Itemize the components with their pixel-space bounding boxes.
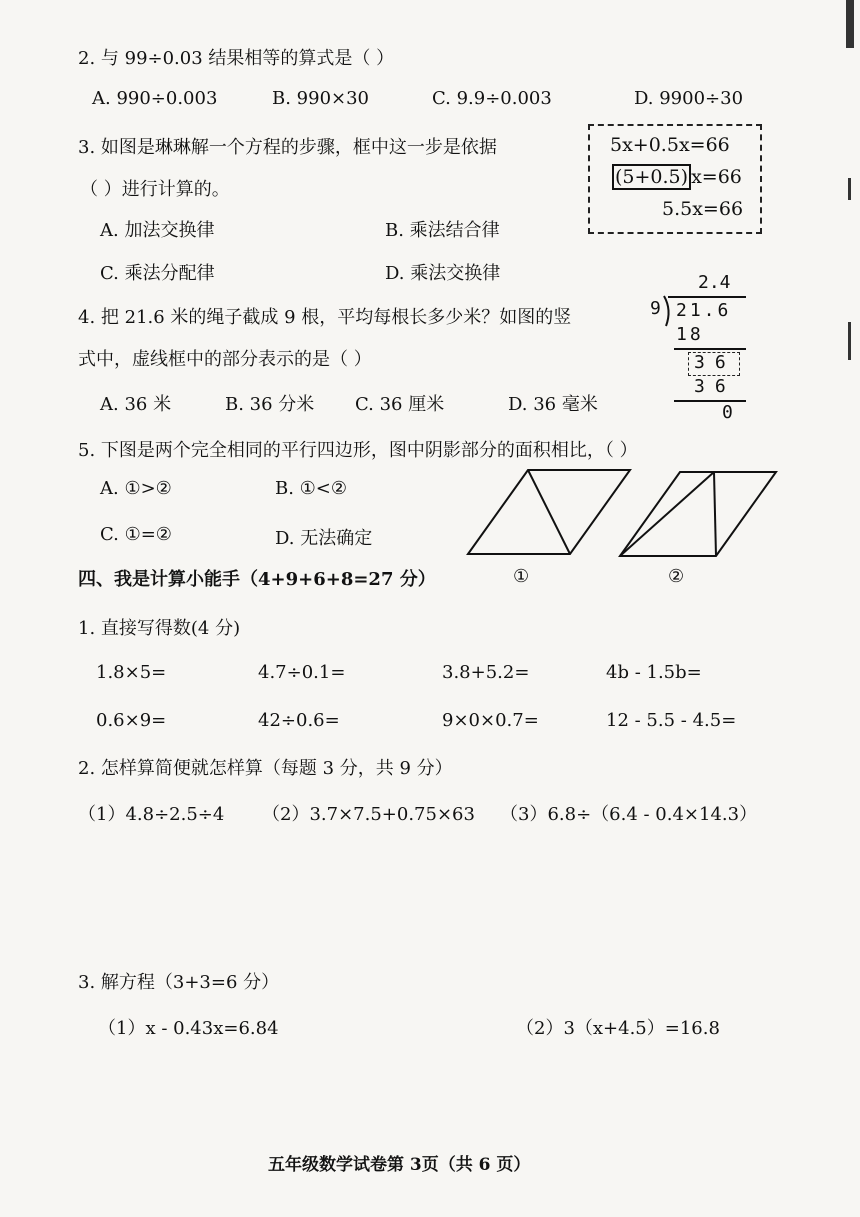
page-footer: 五年级数学试卷第 3页（共 6 页） — [268, 1155, 531, 1175]
division-quotient: 2.4 — [698, 272, 731, 293]
q3-option-a: A. 加法交换律 — [100, 220, 215, 241]
section4-title: 四、我是计算小能手（4+9+6+8=27 分） — [78, 569, 436, 590]
q3-equation-line3: 5.5x=66 — [662, 198, 744, 220]
q3-equation-figure — [588, 124, 762, 234]
q5-option-b: B. ①<② — [275, 478, 348, 499]
mental-calc-8: 12 - 5.5 - 4.5= — [606, 710, 737, 731]
division-dividend: 21.6 — [676, 300, 732, 321]
simplify-item-2: （2）3.7×7.5+0.75×63 — [262, 804, 475, 825]
division-step1: 18 — [676, 324, 704, 345]
simplify-item-1: （1）4.8÷2.5÷4 — [78, 804, 225, 825]
figure-label-1: ① — [513, 566, 530, 587]
q4-option-c: C. 36 厘米 — [355, 394, 445, 415]
q2-option-d: D. 9900÷30 — [634, 88, 744, 109]
mental-calc-1: 1.8×5= — [96, 662, 167, 683]
mental-calc-7: 9×0×0.7= — [442, 710, 539, 731]
q4-long-division — [650, 272, 750, 432]
q3-equation-line2 — [612, 166, 742, 188]
q5-option-d: D. 无法确定 — [275, 528, 373, 549]
q3-equation-line1: 5x+0.5x=66 — [610, 134, 730, 156]
mental-calc-4: 4b - 1.5b= — [606, 662, 702, 683]
q4-option-d: D. 36 毫米 — [508, 394, 598, 415]
part3-title: 3. 解方程（3+3=6 分） — [78, 972, 280, 993]
simplify-item-3: （3）6.8÷（6.4 - 0.4×14.3） — [500, 804, 758, 825]
equation-item-1: （1）x - 0.43x=6.84 — [98, 1018, 279, 1039]
q5-option-c: C. ①=② — [100, 524, 172, 545]
mental-calc-6: 42÷0.6= — [258, 710, 340, 731]
mental-calc-5: 0.6×9= — [96, 710, 167, 731]
parallelogram-2 — [620, 472, 776, 556]
parallelogram-1 — [468, 470, 630, 554]
q3-option-d: D. 乘法交换律 — [385, 263, 501, 284]
division-step2: 36 — [694, 376, 736, 397]
q4-stem-line2: 式中，虚线框中的部分表示的是（ ） — [78, 349, 372, 370]
mental-calc-3: 3.8+5.2= — [442, 662, 530, 683]
q3-option-c: C. 乘法分配律 — [100, 263, 215, 284]
division-boxed-36: 36 — [694, 352, 736, 373]
part2-title: 2. 怎样算简便就怎样算（每题 3 分，共 9 分） — [78, 758, 453, 779]
q4-option-a: A. 36 米 — [100, 394, 172, 415]
q2-option-b: B. 990×30 — [272, 88, 370, 109]
q5-parallelograms-figure — [460, 462, 790, 562]
q2-option-c: C. 9.9÷0.003 — [432, 88, 552, 109]
division-bracket — [662, 294, 674, 328]
division-remainder: 0 — [722, 402, 733, 423]
q2-option-a: A. 990÷0.003 — [92, 88, 218, 109]
figure-label-2: ② — [668, 566, 685, 587]
q2-stem: 2. 与 99÷0.03 结果相等的算式是（ ） — [78, 48, 395, 69]
q5-stem: 5. 下图是两个完全相同的平行四边形，图中阴影部分的面积相比，（ ） — [78, 440, 638, 461]
division-bar — [668, 296, 746, 298]
q3-equation-line2-rest: x=66 — [691, 166, 742, 188]
division-line2 — [674, 400, 746, 402]
equation-item-2: （2）3（x+4.5）=16.8 — [516, 1018, 720, 1039]
q4-option-b: B. 36 分米 — [225, 394, 315, 415]
scan-edge-mark — [848, 178, 851, 200]
mental-calc-2: 4.7÷0.1= — [258, 662, 346, 683]
q4-stem-line1: 4. 把 21.6 米的绳子截成 9 根，平均每根长多少米？如图的竖 — [78, 307, 572, 328]
scan-edge-mark — [848, 322, 851, 360]
q5-option-a: A. ①>② — [100, 478, 172, 499]
q3-option-b: B. 乘法结合律 — [385, 220, 500, 241]
scan-edge-mark — [846, 0, 854, 48]
part1-title: 1. 直接写得数(4 分) — [78, 618, 241, 639]
division-divisor: 9 — [650, 298, 661, 319]
q3-stem-line2: （ ）进行计算的。 — [80, 179, 230, 200]
division-line1 — [674, 348, 746, 350]
q3-stem-line1: 3. 如图是琳琳解一个方程的步骤，框中这一步是依据 — [78, 137, 497, 158]
q3-boxed-step: (5+0.5) — [612, 164, 691, 190]
